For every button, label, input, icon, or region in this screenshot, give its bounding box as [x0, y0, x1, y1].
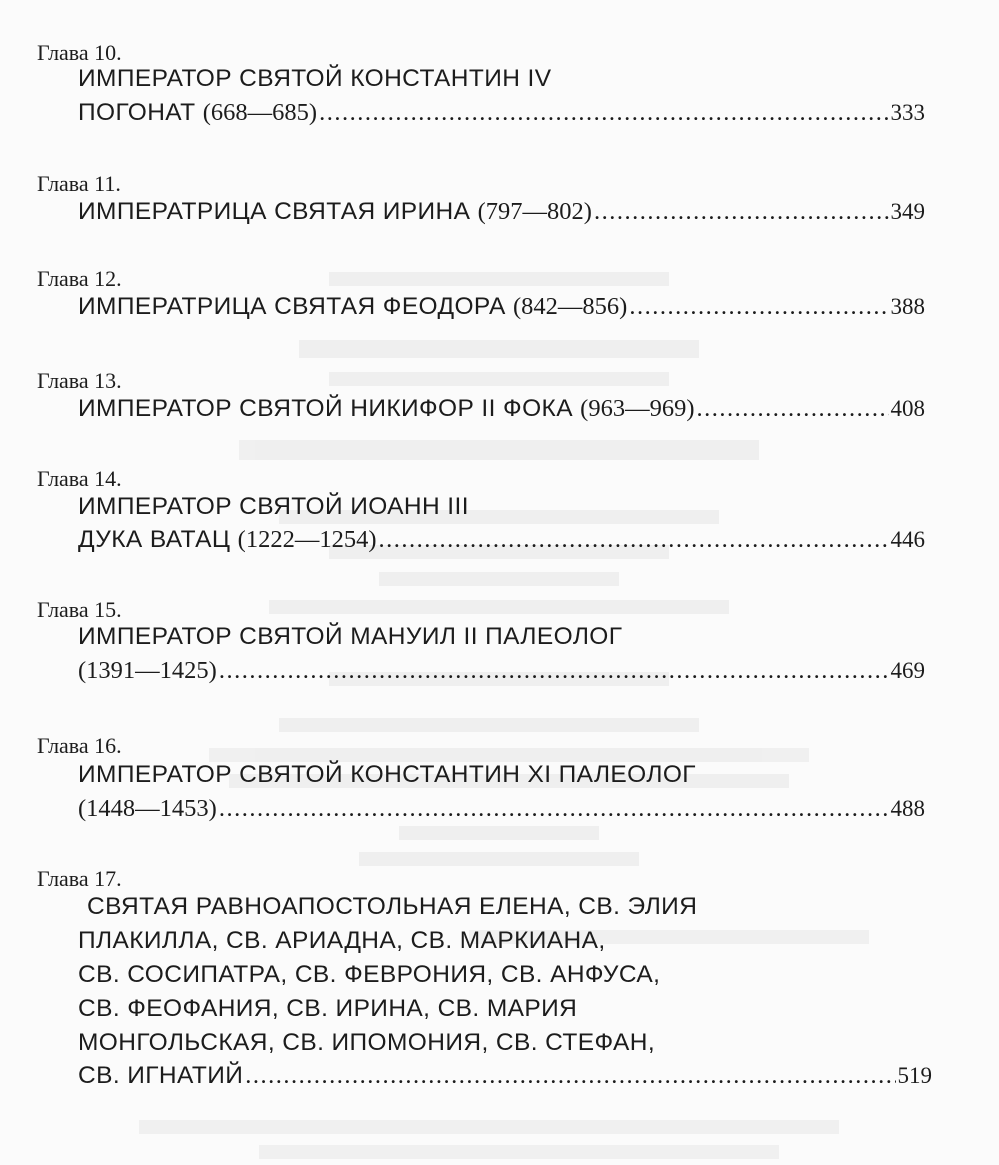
- chapter-years: (1448—1453): [78, 795, 217, 822]
- chapter-years: (1222—1254): [237, 526, 377, 553]
- page-number: 408: [890, 396, 925, 421]
- chapter-label: Глава 10.: [37, 40, 122, 65]
- page-number: 333: [890, 100, 925, 125]
- chapter-title-leader-line: [78, 525, 925, 555]
- page-number: 349: [890, 199, 925, 224]
- chapter-label: Глава 17.: [37, 866, 122, 891]
- chapter-title-line: ИМПЕРАТОР СВЯТОЙ КОНСТАНТИН IV: [78, 65, 552, 92]
- dot-leader: [245, 1061, 895, 1091]
- chapter-title-leader-line: [78, 394, 925, 424]
- chapter-title-leader-line: [78, 98, 925, 128]
- page-number: 388: [890, 294, 925, 319]
- chapter-title-line: ИМПЕРАТОР СВЯТОЙ ИОАНН III: [78, 493, 469, 520]
- chapter-title-leader-line: [78, 292, 925, 322]
- chapter-label: Глава 16.: [37, 733, 122, 758]
- chapter-title: ИМПЕРАТРИЦА СВЯТАЯ ФЕОДОРА: [78, 293, 506, 320]
- chapter-label: Глава 11.: [37, 171, 121, 196]
- dot-leader: [697, 394, 889, 424]
- chapter-title-leader-line: [78, 197, 925, 227]
- dot-leader: [594, 197, 889, 227]
- chapter-title-line: ИМПЕРАТОР СВЯТОЙ МАНУИЛ II ПАЛЕОЛОГ: [78, 623, 623, 650]
- dot-leader: [219, 794, 889, 824]
- chapter-title-leader-line: [78, 1061, 932, 1091]
- chapter-years: (963—969): [580, 395, 695, 422]
- page-number: 488: [890, 796, 925, 821]
- chapter-years: (842—856): [513, 293, 628, 320]
- dot-leader: [378, 525, 888, 555]
- chapter-title-end: ДУКА ВАТАЦ: [78, 526, 231, 553]
- chapter-years: (797—802): [477, 198, 592, 225]
- chapter-title-line: СВ. СОСИПАТРА, СВ. ФЕВРОНИЯ, СВ. АНФУСА,: [78, 961, 661, 988]
- chapter-title-end: СВ. ИГНАТИЙ: [78, 1062, 244, 1089]
- page-number: 519: [897, 1063, 932, 1088]
- chapter-title: ИМПЕРАТОР СВЯТОЙ НИКИФОР II ФОКА: [78, 395, 573, 422]
- chapter-title-line: СВ. ФЕОФАНИЯ, СВ. ИРИНА, СВ. МАРИЯ: [78, 995, 578, 1022]
- chapter-title-end: ПОГОНАТ: [78, 99, 196, 126]
- chapter-title-leader-line: [78, 794, 925, 824]
- page-number: 469: [890, 658, 925, 683]
- chapter-title-leader-line: [78, 656, 925, 686]
- chapter-label: Глава 15.: [37, 597, 122, 622]
- chapter-title-line: МОНГОЛЬСКАЯ, СВ. ИПОМОНИЯ, СВ. СТЕФАН,: [78, 1029, 656, 1056]
- chapter-title-line: СВЯТАЯ РАВНОАПОСТОЛЬНАЯ ЕЛЕНА, СВ. ЭЛИЯ: [87, 893, 698, 920]
- chapter-title-line: ИМПЕРАТОР СВЯТОЙ КОНСТАНТИН XI ПАЛЕОЛОГ: [78, 761, 696, 788]
- chapter-years: (1391—1425): [78, 657, 217, 684]
- chapter-label: Глава 12.: [37, 266, 122, 291]
- dot-leader: [219, 656, 889, 686]
- dot-leader: [629, 292, 888, 322]
- chapter-label: Глава 13.: [37, 368, 122, 393]
- dot-leader: [319, 98, 888, 128]
- page-number: 446: [890, 527, 925, 552]
- chapter-title-line: ПЛАКИЛЛА, СВ. АРИАДНА, СВ. МАРКИАНА,: [78, 927, 606, 954]
- chapter-label: Глава 14.: [37, 466, 122, 491]
- chapter-years: (668—685): [202, 99, 318, 126]
- chapter-title: ИМПЕРАТРИЦА СВЯТАЯ ИРИНА: [78, 198, 471, 225]
